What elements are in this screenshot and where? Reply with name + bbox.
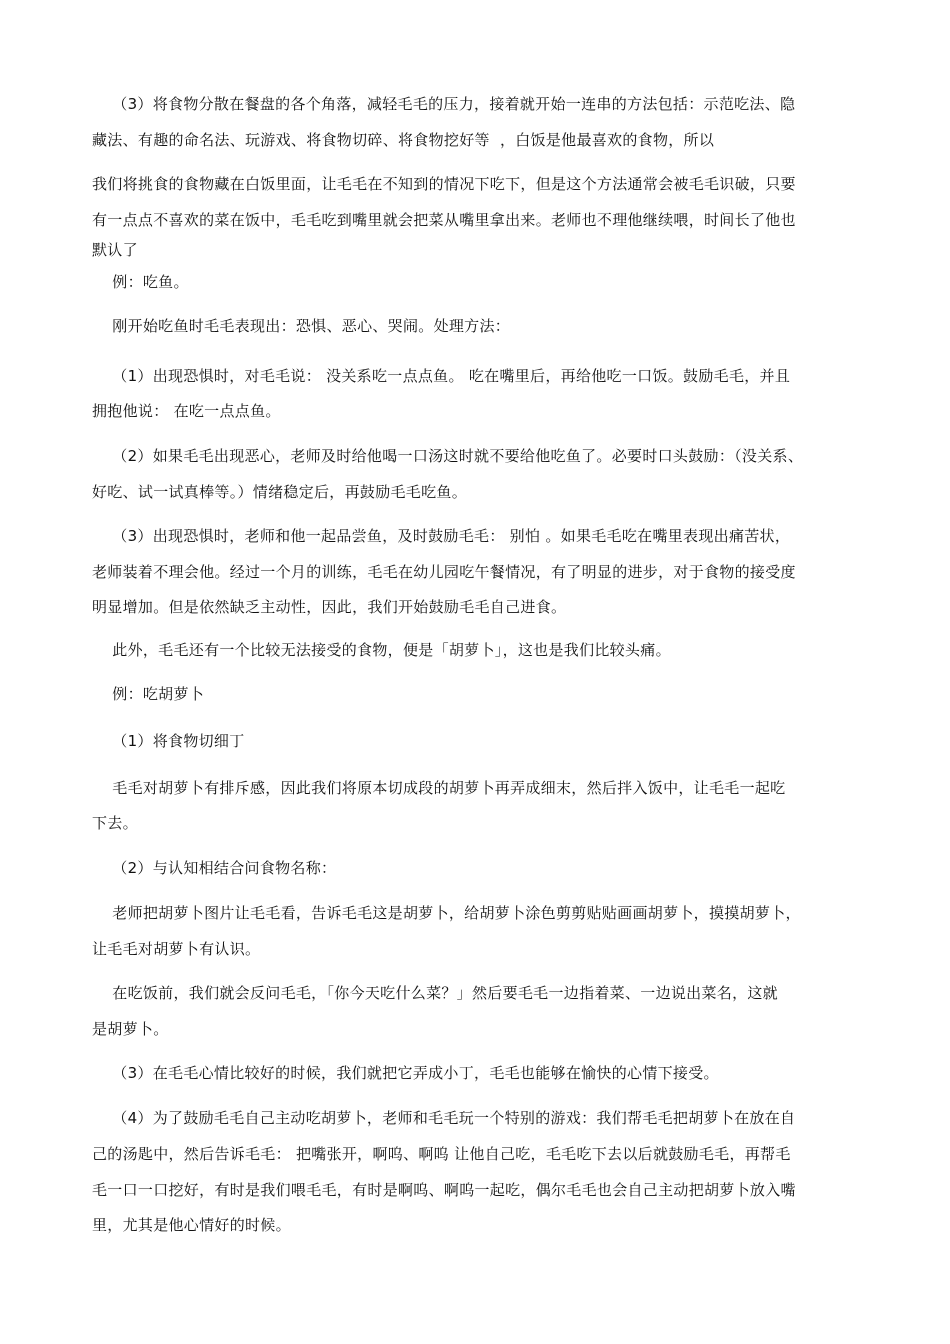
text-line: 例：吃胡萝卜 [92, 685, 205, 703]
text-line: 有一点点不喜欢的菜在饭中，毛毛吃到嘴里就会把菜从嘴里拿出来。老师也不理他继续喂，时间长了他也 [92, 211, 796, 229]
text-line: （3）出现恐惧时，老师和他一起品尝鱼，及时鼓励毛毛： 别怕 。如果毛毛吃在嘴里表现出痛苦状， [92, 527, 791, 545]
text-line: 毛毛对胡萝卜有排斥感，因此我们将原本切成段的胡萝卜再弄成细末，然后拌入饭中，让毛毛一起吃 [92, 779, 786, 797]
text-line: （3）在毛毛心情比较好的时候，我们就把它弄成小丁，毛毛也能够在愉快的心情下接受。 [92, 1064, 719, 1082]
text-line: 好吃、试一试真棒等。）情绪稳定后，再鼓励毛毛吃鱼。 [92, 483, 468, 501]
text-line: 让毛毛对胡萝卜有认识。 [92, 940, 261, 958]
text-line: 毛一口一口挖好，有时是我们喂毛毛，有时是啊呜、啊呜一起吃，偶尔毛毛也会自己主动把胡萝卜放入嘴 [92, 1181, 796, 1199]
text-line: 例：吃鱼。 [92, 273, 189, 291]
text-line: 下去。 [92, 814, 138, 832]
text-line: 是胡萝卜。 [92, 1020, 169, 1038]
text-line: 明显增加。但是依然缺乏主动性，因此，我们开始鼓励毛毛自己进食。 [92, 598, 567, 616]
text-line: （2）如果毛毛出现恶心，老师及时给他喝一口汤这时就不要给他吃鱼了。必要时口头鼓励：（没关系、 [92, 447, 804, 465]
text-line: 此外，毛毛还有一个比较无法接受的食物，便是「胡萝卜」，这也是我们比较头痛。 [92, 641, 671, 659]
text-line: （3）将食物分散在餐盘的各个角落，减轻毛毛的压力，接着就开始一连串的方法包括：示范吃法、隐 [92, 95, 796, 113]
text-line: 拥抱他说： 在吃一点点鱼。 [92, 402, 281, 420]
text-line: （1）出现恐惧时，对毛毛说： 没关系吃一点点鱼。 吃在嘴里后，再给他吃一口饭。鼓励毛毛，并且 [92, 367, 791, 385]
text-line: 老师把胡萝卜图片让毛毛看，告诉毛毛这是胡萝卜，给胡萝卜涂色剪剪贴贴画画胡萝卜，摸摸胡萝卜， [92, 904, 801, 922]
text-line: 在吃饭前，我们就会反问毛毛，「你今天吃什么菜？」然后要毛毛一边指着菜、一边说出菜名，这就 [92, 984, 778, 1002]
text-line: （2）与认知相结合问食物名称： [92, 859, 337, 877]
text-line: 己的汤匙中，然后告诉毛毛： 把嘴张开，啊呜、啊呜 让他自己吃，毛毛吃下去以后就鼓励毛毛，再帮毛 [92, 1145, 791, 1163]
text-line: 藏法、有趣的命名法、玩游戏、将食物切碎、将食物挖好等 ，白饭是他最喜欢的食物，所以 [92, 131, 715, 149]
text-line: （4）为了鼓励毛毛自己主动吃胡萝卜，老师和毛毛玩一个特别的游戏：我们帮毛毛把胡萝卜在放在自 [92, 1109, 796, 1127]
text-line: 默认了 [92, 241, 138, 259]
text-line: 我们将挑食的食物藏在白饭里面，让毛毛在不知到的情况下吃下，但是这个方法通常会被毛毛识破，只要 [92, 175, 796, 193]
text-line: 里，尤其是他心情好的时候。 [92, 1216, 291, 1234]
text-line: （1）将食物切细丁 [92, 732, 245, 750]
text-line: 老师装着不理会他。经过一个月的训练，毛毛在幼儿园吃午餐情况，有了明显的进步，对于食物的接受度 [92, 563, 796, 581]
text-line: 刚开始吃鱼时毛毛表现出：恐惧、恶心、哭闹。处理方法： [92, 317, 511, 335]
